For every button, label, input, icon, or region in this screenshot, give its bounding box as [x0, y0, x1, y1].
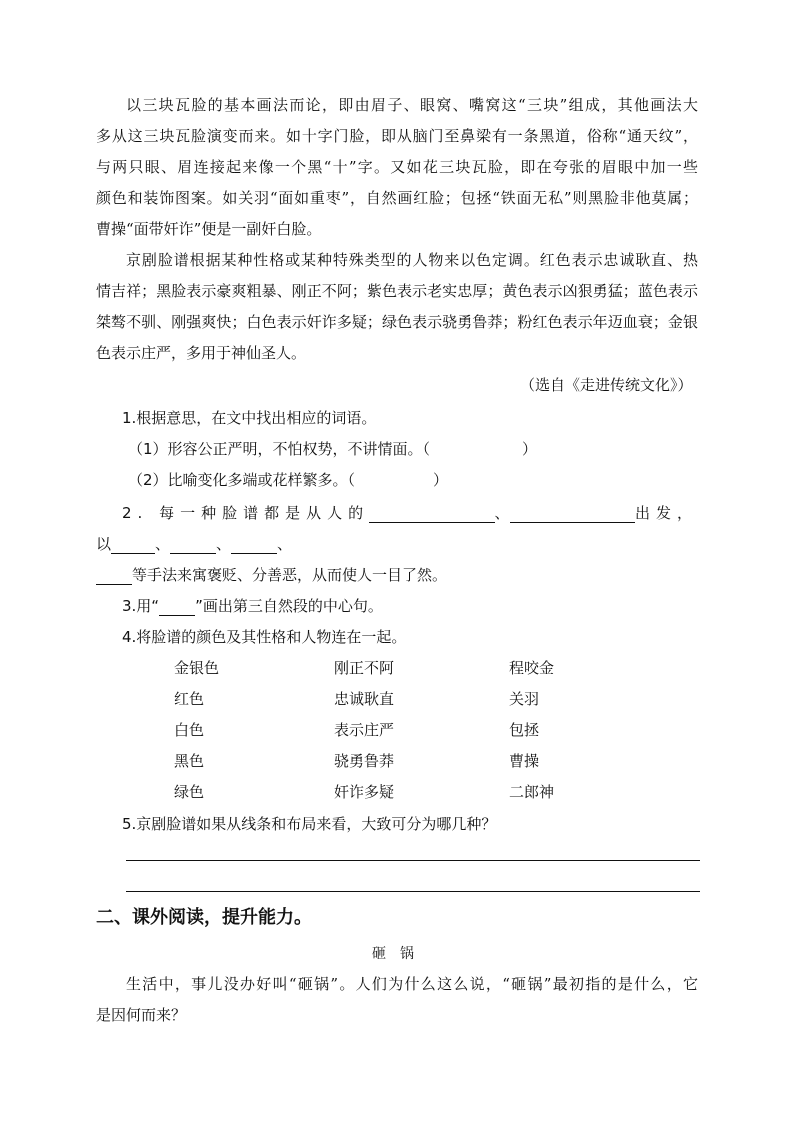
question-1-1 [128, 439, 537, 459]
passage-source: （选自《走进传统文化》） [520, 376, 693, 394]
question-2-text: 等手法来寓褒贬、分善恶，从而使人一目了然。 [132, 566, 448, 584]
match-trait[interactable]: 骁勇鲁莽 [334, 752, 395, 770]
match-person[interactable]: 包拯 [509, 721, 540, 739]
match-person[interactable]: 二郎神 [509, 783, 555, 801]
match-color[interactable]: 金银色 [174, 659, 220, 677]
match-trait[interactable]: 忠诚耿直 [334, 690, 395, 708]
match-person[interactable]: 关羽 [509, 690, 540, 708]
answer-blank[interactable] [170, 537, 216, 554]
passage-line: 京剧脸谱根据某种性格或某种特殊类型的人物来以色定调。红色表示忠诚耿直、热 [126, 251, 698, 269]
passage-line: 情吉祥；黑脸表示豪爽粗暴、刚正不阿；紫色表示老实忠厚；黄色表示凶狠勇猛；蓝色表示 [96, 282, 698, 300]
passage-line: 颜色和装饰图案。如关羽“面如重枣”，自然画红脸；包拯“铁面无私”则黑脸非他莫属； [96, 189, 698, 207]
match-trait[interactable]: 奸诈多疑 [334, 783, 395, 801]
question-1-1-text: （1）形容公正严明，不怕权势，不讲情面。（ [128, 440, 431, 458]
passage-line: 桀骜不驯、刚强爽快；白色表示奸诈多疑；绿色表示骁勇鲁莽；粉红色表示年迈血衰；金银 [96, 313, 698, 331]
question-2-text: 以 [96, 535, 112, 553]
match-color[interactable]: 红色 [174, 690, 205, 708]
answer-blank[interactable] [96, 568, 132, 585]
close-paren: ） [433, 471, 449, 489]
question-4: 4.将脸谱的颜色及其性格和人物连在一起。 [122, 628, 407, 646]
match-person[interactable]: 程咬金 [509, 659, 555, 677]
separator: 、 [277, 535, 293, 553]
passage-line: 与两只眼、眉连接起来像一个黑“十”字。又如花三块瓦脸，即在夸张的眉眼中加一些 [96, 158, 698, 176]
question-2-line-3 [96, 565, 447, 585]
question-5: 5.京剧脸谱如果从线条和布局来看，大致可分为哪几种？ [122, 815, 497, 833]
passage-line: 多从这三块瓦脸演变而来。如十字门脸，即从脑门至鼻梁有一条黑道，俗称“通天纹”， [96, 127, 698, 145]
match-color[interactable]: 绿色 [174, 783, 205, 801]
section-heading: 二、课外阅读，提升能力。 [96, 907, 312, 928]
question-1: 1.根据意思，在文中找出相应的词语。 [122, 409, 377, 427]
question-3-text: 3.用“ [122, 597, 160, 615]
question-2-line-1 [122, 503, 698, 523]
answer-line[interactable] [126, 860, 700, 861]
question-2-text: 出发， [634, 504, 698, 522]
close-paren: ） [522, 440, 538, 458]
passage-line: 以三块瓦脸的基本画法而论，即由眉子、眼窝、嘴窝这“三块”组成，其他画法大 [126, 96, 698, 114]
match-trait[interactable]: 刚正不阿 [334, 659, 395, 677]
underline-sample [159, 599, 195, 616]
question-3-text: ”画出第三自然段的中心句。 [195, 597, 383, 615]
match-trait[interactable]: 表示庄严 [334, 721, 395, 739]
article-title: 砸 锅 [372, 946, 414, 962]
match-person[interactable]: 曹操 [509, 752, 540, 770]
answer-blank[interactable] [111, 537, 155, 554]
question-2-text: 2. 每一种脸谱都是从人的 [122, 504, 370, 522]
separator: 、 [494, 504, 510, 522]
article-line: 生活中，事儿没办好叫“砸锅”。人们为什么这么说，“砸锅”最初指的是什么，它 [126, 975, 698, 993]
match-color[interactable]: 黑色 [174, 752, 205, 770]
separator: 、 [155, 535, 171, 553]
question-2-line-2 [96, 534, 292, 554]
passage-line: 色表示庄严，多用于神仙圣人。 [96, 344, 307, 362]
match-color[interactable]: 白色 [174, 721, 205, 739]
question-3 [122, 596, 383, 616]
question-1-2-text: （2）比喻变化多端或花样繁多。（ [128, 471, 356, 489]
answer-blank[interactable] [510, 506, 635, 523]
answer-blank[interactable] [369, 506, 494, 523]
passage-line: 曹操“面带奸诈”便是一副奸白脸。 [96, 220, 322, 238]
question-1-2 [128, 470, 448, 490]
article-line: 是因何而来？ [96, 1006, 187, 1024]
answer-blank[interactable] [231, 537, 277, 554]
separator: 、 [216, 535, 232, 553]
answer-line[interactable] [126, 891, 700, 892]
